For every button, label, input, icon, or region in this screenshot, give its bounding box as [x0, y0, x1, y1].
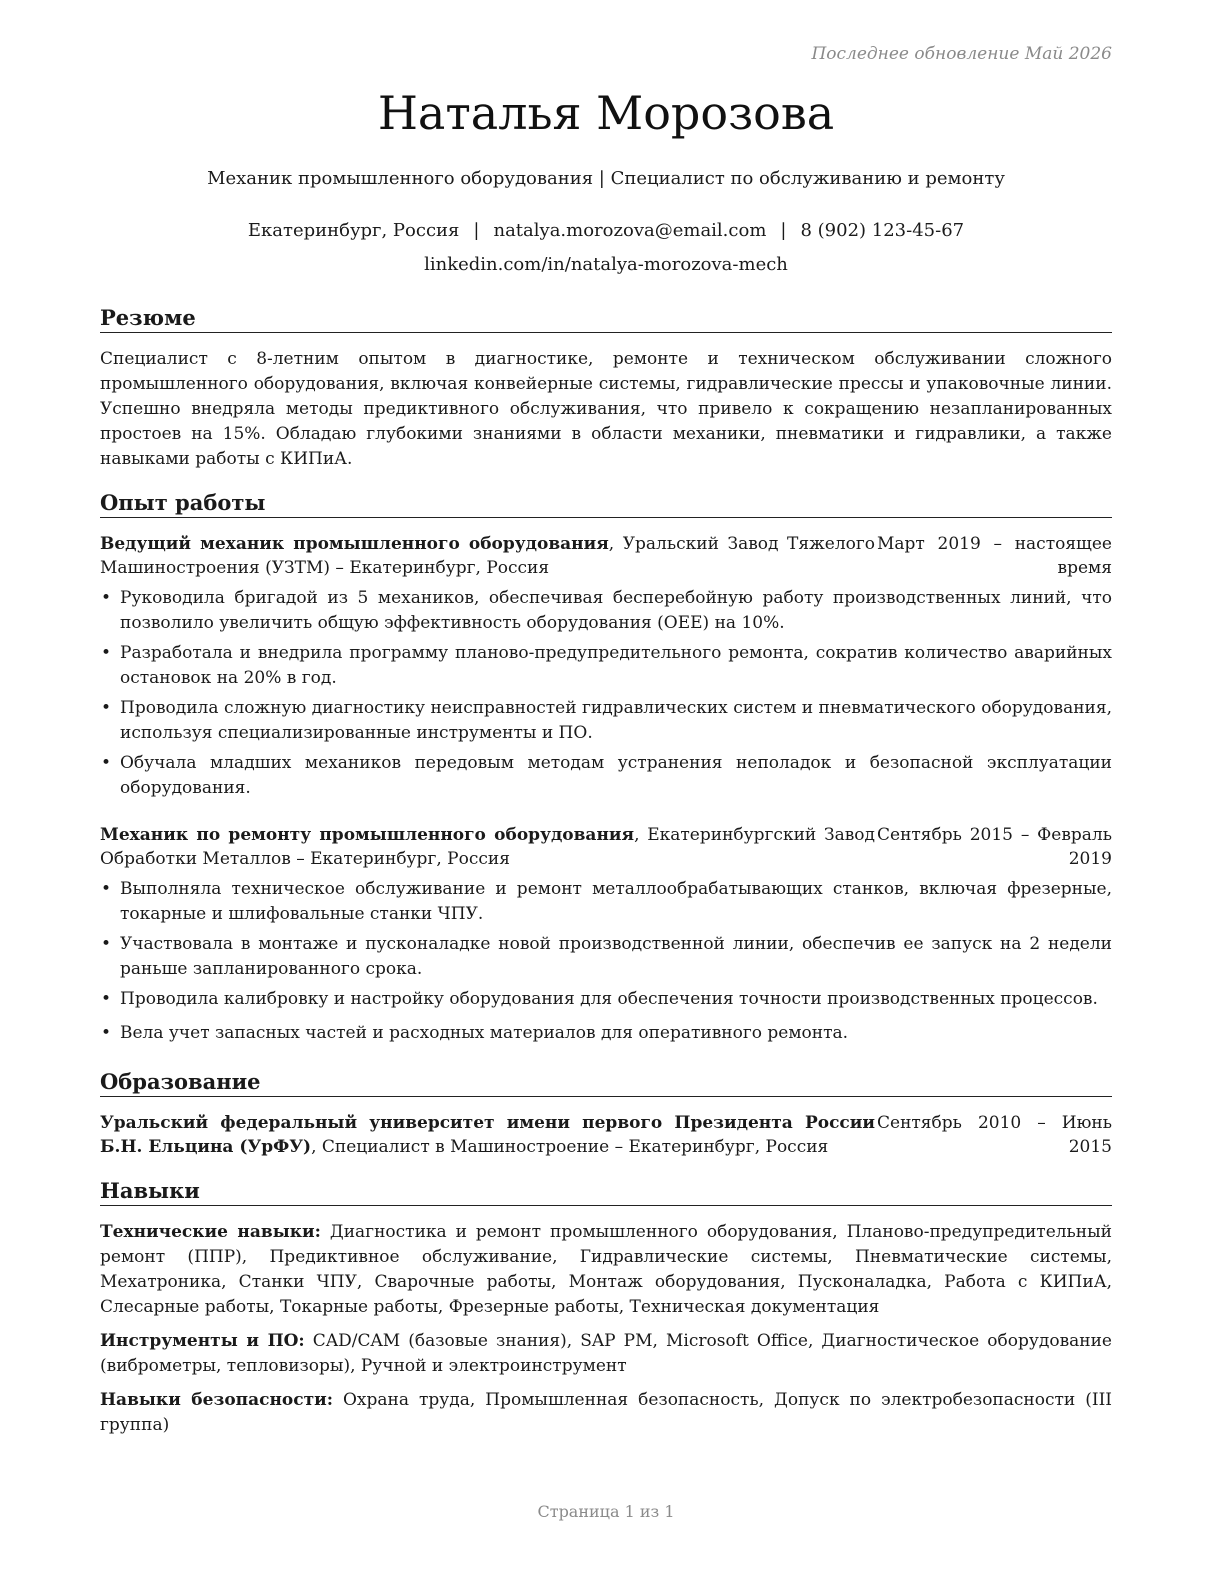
bullet-icon: •: [101, 1023, 112, 1043]
list-item: [100, 696, 1112, 746]
job-entry: [100, 532, 1112, 801]
contact-separator: |: [473, 220, 480, 241]
job-employer: , Уральский Завод Тяжелого Машиностроения (УЗТМ) – Екатеринбург, Россия: [100, 534, 875, 578]
education-heading: Образование: [100, 1069, 1112, 1097]
job-dates: Март 2019 – настоящее время: [877, 534, 1112, 578]
experience-section: [100, 490, 1112, 1046]
bullet-icon: •: [101, 753, 112, 773]
bullet-icon: •: [101, 934, 112, 954]
skills-value: CAD/CAM (базовые знания), SAP PM, Microsoft Office, Диагностическое оборудование (виброметры, тепловизоры), Ручной и электроинструмент: [100, 1331, 1112, 1376]
phone-text: 8 (902) 123-45-67: [800, 220, 965, 241]
job-title: Механик по ремонту промышленного оборудования: [100, 825, 635, 845]
list-item: [100, 932, 1112, 982]
education-dates: Сентябрь 2010 – Июнь 2015: [877, 1113, 1112, 1157]
bullet-text: Вела учет запасных частей и расходных материалов для оперативного ремонта.: [120, 1023, 849, 1043]
list-item: [100, 877, 1112, 927]
summary-text: Специалист с 8-летним опытом в диагностике, ремонте и техническом обслуживании сложного промышленного оборудования, включая конвейерные системы, гидравлические прессы и упаковочные линии. Успешно внедряла методы предиктивного обслуживания, что привело к сокращению незапланированных простоев на 15%. Обладаю глубокими знаниями в области механики, пневматики и гидравлики, а также навыками работы с КИПиА.: [100, 349, 1112, 469]
bullet-icon: •: [101, 879, 112, 899]
last-updated-note: Последнее обновление Май 2026: [811, 44, 1112, 64]
education-section: [100, 1069, 1112, 1159]
skills-row-technical: [100, 1220, 1112, 1320]
page-number: Страница 1 из 1: [537, 1502, 675, 1521]
list-item: [100, 1021, 1112, 1046]
list-item: [100, 987, 1112, 1012]
contact-separator: |: [780, 220, 787, 241]
job-entry: [100, 823, 1112, 1046]
job-employer: , Екатеринбургский Завод Обработки Металлов – Екатеринбург, Россия: [100, 825, 875, 869]
job-bullets: [100, 877, 1112, 1046]
bullet-icon: •: [101, 698, 112, 718]
skills-label: Инструменты и ПО:: [100, 1331, 305, 1351]
bullet-text: Обучала младших механиков передовым методам устранения неполадок и безопасной эксплуатации оборудования.: [120, 753, 1112, 798]
skills-value: Диагностика и ремонт промышленного оборудования, Планово-предупредительный ремонт (ППР), Предиктивное обслуживание, Гидравлические системы, Пневматические системы, Мехатроника, Станки ЧПУ, Сварочные работы, Монтаж оборудования, Пусконаладка, Работа с КИПиА, Слесарные работы, Токарные работы, Фрезерные работы, Техническая документация: [100, 1222, 1112, 1317]
bullet-text: Руководила бригадой из 5 механиков, обеспечивая бесперебойную работу производственных линий, что позволило увеличить общую эффективность оборудования (OEE) на 10%.: [120, 588, 1112, 633]
job-title-line: [100, 823, 875, 871]
institution-name: Уральский федеральный университет имени первого Президента России Б.Н. Ельцина (УрФУ): [100, 1113, 875, 1157]
bullet-text: Проводила сложную диагностику неисправностей гидравлических систем и пневматического оборудования, используя специализированные инструменты и ПО.: [120, 698, 1112, 743]
skills-heading: Навыки: [100, 1178, 1112, 1206]
bullet-icon: •: [101, 643, 112, 663]
candidate-subtitle: Механик промышленного оборудования | Специалист по обслуживанию и ремонту: [207, 168, 1005, 189]
linkedin-link[interactable]: linkedin.com/in/natalya-morozova-mech: [424, 254, 788, 275]
bullet-text: Выполняла техническое обслуживание и ремонт металлообрабатывающих станков, включая фрезерные, токарные и шлифовальные станки ЧПУ.: [120, 879, 1112, 924]
list-item: [100, 751, 1112, 801]
contact-line: [100, 220, 1112, 241]
experience-heading: Опыт работы: [100, 490, 1112, 518]
skills-row-tools: [100, 1329, 1112, 1379]
job-dates: Сентябрь 2015 – Февраль 2019: [877, 825, 1112, 869]
summary-section: [100, 305, 1112, 472]
job-header: [100, 823, 1112, 871]
education-details: , Специалист в Машиностроение – Екатеринбург, Россия: [311, 1137, 829, 1157]
bullet-icon: •: [101, 989, 112, 1009]
education-entry: [100, 1111, 1112, 1159]
job-title: Ведущий механик промышленного оборудования: [100, 534, 609, 554]
list-item: [100, 641, 1112, 691]
skills-value: Охрана труда, Промышленная безопасность, Допуск по электробезопасности (III группа): [100, 1390, 1112, 1435]
skills-row-safety: [100, 1388, 1112, 1438]
job-title-line: [100, 532, 875, 580]
skills-section: [100, 1178, 1112, 1438]
job-bullets: [100, 586, 1112, 801]
education-line: [100, 1111, 875, 1159]
bullet-text: Разработала и внедрила программу планово-предупредительного ремонта, сократив количество аварийных остановок на 20% в год.: [120, 643, 1112, 688]
skills-label: Технические навыки:: [100, 1222, 321, 1242]
bullet-icon: •: [101, 588, 112, 608]
bullet-text: Проводила калибровку и настройку оборудования для обеспечения точности производственных процессов.: [120, 989, 1098, 1009]
summary-heading: Резюме: [100, 305, 1112, 333]
email-link[interactable]: natalya.morozova@email.com: [493, 220, 767, 241]
location-text: Екатеринбург, Россия: [247, 220, 460, 241]
list-item: [100, 586, 1112, 636]
candidate-name: Наталья Морозова: [377, 86, 835, 140]
bullet-text: Участвовала в монтаже и пусконаладке новой производственной линии, обеспечив ее запуск на 2 недели раньше запланированного срока.: [120, 934, 1112, 979]
job-header: [100, 532, 1112, 580]
skills-label: Навыки безопасности:: [100, 1390, 334, 1410]
